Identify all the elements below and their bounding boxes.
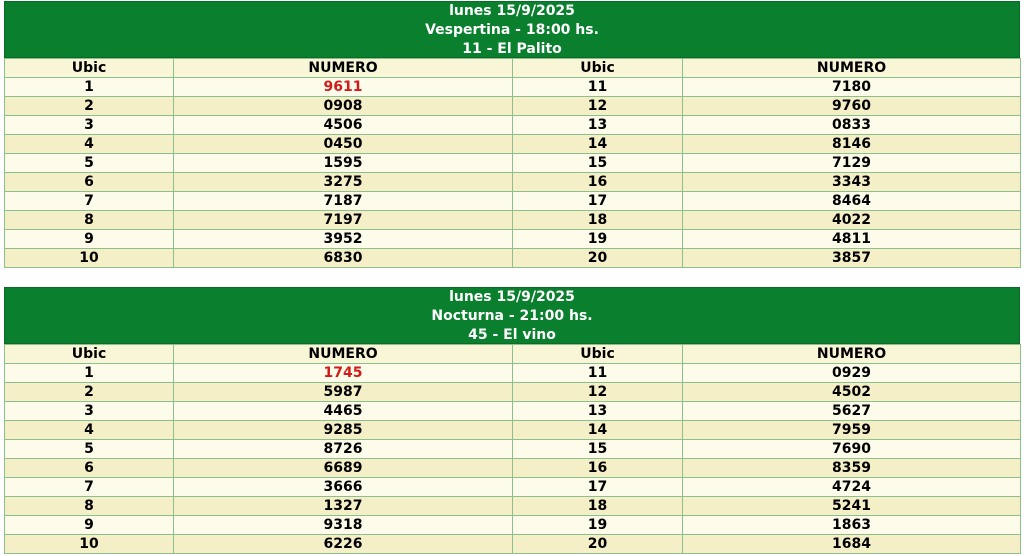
numero-cell: 1684 <box>683 535 1021 554</box>
ubic-cell: 2 <box>5 383 174 402</box>
numero-cell: 5987 <box>174 383 513 402</box>
ubic-cell: 8 <box>5 211 174 230</box>
table-row <box>5 154 1021 173</box>
ubic-cell: 1 <box>5 78 174 97</box>
ubic-cell: 14 <box>513 421 683 440</box>
ubic-cell: 8 <box>5 497 174 516</box>
table-row <box>5 402 1021 421</box>
numero-cell: 3952 <box>174 230 513 249</box>
results-table <box>4 58 1021 268</box>
ubic-cell: 2 <box>5 97 174 116</box>
draw-header <box>4 1 1020 58</box>
draw-panel-nocturna <box>4 287 1020 554</box>
col-header-ubic: Ubic <box>513 345 683 364</box>
numero-cell: 9760 <box>683 97 1021 116</box>
numero-cell: 7690 <box>683 440 1021 459</box>
col-header-numero: NUMERO <box>683 59 1021 78</box>
table-row <box>5 516 1021 535</box>
numero-cell: 3666 <box>174 478 513 497</box>
ubic-cell: 20 <box>513 249 683 268</box>
table-row <box>5 249 1021 268</box>
col-header-numero: NUMERO <box>174 345 513 364</box>
ubic-cell: 19 <box>513 516 683 535</box>
numero-cell: 4724 <box>683 478 1021 497</box>
table-row <box>5 211 1021 230</box>
table-row <box>5 459 1021 478</box>
ubic-cell: 10 <box>5 249 174 268</box>
col-header-numero: NUMERO <box>683 345 1021 364</box>
ubic-cell: 16 <box>513 173 683 192</box>
numero-cell: 8726 <box>174 440 513 459</box>
ubic-cell: 18 <box>513 211 683 230</box>
ubic-cell: 15 <box>513 440 683 459</box>
numero-cell: 8359 <box>683 459 1021 478</box>
numero-cell: 6830 <box>174 249 513 268</box>
ubic-cell: 4 <box>5 135 174 154</box>
results-table <box>4 344 1021 554</box>
numero-cell: 8464 <box>683 192 1021 211</box>
numero-cell: 7959 <box>683 421 1021 440</box>
table-row <box>5 478 1021 497</box>
ubic-cell: 17 <box>513 478 683 497</box>
table-row <box>5 97 1021 116</box>
numero-cell: 4811 <box>683 230 1021 249</box>
table-row <box>5 535 1021 554</box>
numero-cell: 1745 <box>174 364 513 383</box>
numero-cell: 6226 <box>174 535 513 554</box>
table-header-row <box>5 345 1021 364</box>
col-header-ubic: Ubic <box>5 59 174 78</box>
draw-header <box>4 287 1020 344</box>
ubic-cell: 3 <box>5 402 174 421</box>
draw-lead: 11 - El Palito <box>462 41 562 57</box>
ubic-cell: 6 <box>5 459 174 478</box>
ubic-cell: 3 <box>5 116 174 135</box>
draw-panel-vespertina <box>4 1 1020 268</box>
table-row <box>5 78 1021 97</box>
ubic-cell: 12 <box>513 97 683 116</box>
ubic-cell: 14 <box>513 135 683 154</box>
table-header-row <box>5 59 1021 78</box>
numero-cell: 4502 <box>683 383 1021 402</box>
numero-cell: 7129 <box>683 154 1021 173</box>
ubic-cell: 11 <box>513 78 683 97</box>
ubic-cell: 18 <box>513 497 683 516</box>
ubic-cell: 4 <box>5 421 174 440</box>
col-header-ubic: Ubic <box>513 59 683 78</box>
ubic-cell: 20 <box>513 535 683 554</box>
numero-cell: 5627 <box>683 402 1021 421</box>
numero-cell: 0929 <box>683 364 1021 383</box>
table-row <box>5 421 1021 440</box>
ubic-cell: 11 <box>513 364 683 383</box>
numero-cell: 6689 <box>174 459 513 478</box>
ubic-cell: 9 <box>5 516 174 535</box>
numero-cell: 9285 <box>174 421 513 440</box>
draw-session: Vespertina - 18:00 hs. <box>425 22 599 38</box>
numero-cell: 3343 <box>683 173 1021 192</box>
numero-cell: 1863 <box>683 516 1021 535</box>
ubic-cell: 7 <box>5 478 174 497</box>
col-header-ubic: Ubic <box>5 345 174 364</box>
numero-cell: 7197 <box>174 211 513 230</box>
table-row <box>5 383 1021 402</box>
numero-cell: 1327 <box>174 497 513 516</box>
numero-cell: 3857 <box>683 249 1021 268</box>
table-row <box>5 192 1021 211</box>
numero-cell: 0450 <box>174 135 513 154</box>
numero-cell: 1595 <box>174 154 513 173</box>
numero-cell: 3275 <box>174 173 513 192</box>
draw-date: lunes 15/9/2025 <box>449 3 575 19</box>
numero-cell: 9318 <box>174 516 513 535</box>
numero-cell: 7187 <box>174 192 513 211</box>
ubic-cell: 13 <box>513 402 683 421</box>
table-row <box>5 173 1021 192</box>
numero-cell: 5241 <box>683 497 1021 516</box>
numero-cell: 4022 <box>683 211 1021 230</box>
ubic-cell: 1 <box>5 364 174 383</box>
draw-lead: 45 - El vino <box>468 327 556 343</box>
numero-cell: 8146 <box>683 135 1021 154</box>
table-row <box>5 440 1021 459</box>
ubic-cell: 19 <box>513 230 683 249</box>
ubic-cell: 5 <box>5 440 174 459</box>
ubic-cell: 9 <box>5 230 174 249</box>
numero-cell: 7180 <box>683 78 1021 97</box>
numero-cell: 4506 <box>174 116 513 135</box>
ubic-cell: 13 <box>513 116 683 135</box>
ubic-cell: 10 <box>5 535 174 554</box>
results-body <box>5 364 1021 554</box>
table-row <box>5 135 1021 154</box>
table-row <box>5 230 1021 249</box>
table-row <box>5 364 1021 383</box>
ubic-cell: 5 <box>5 154 174 173</box>
col-header-numero: NUMERO <box>174 59 513 78</box>
results-body <box>5 78 1021 268</box>
draw-session: Nocturna - 21:00 hs. <box>431 308 593 324</box>
ubic-cell: 16 <box>513 459 683 478</box>
numero-cell: 0833 <box>683 116 1021 135</box>
ubic-cell: 6 <box>5 173 174 192</box>
ubic-cell: 17 <box>513 192 683 211</box>
numero-cell: 0908 <box>174 97 513 116</box>
numero-cell: 9611 <box>174 78 513 97</box>
ubic-cell: 15 <box>513 154 683 173</box>
ubic-cell: 12 <box>513 383 683 402</box>
ubic-cell: 7 <box>5 192 174 211</box>
numero-cell: 4465 <box>174 402 513 421</box>
draw-date: lunes 15/9/2025 <box>449 289 575 305</box>
table-row <box>5 497 1021 516</box>
table-row <box>5 116 1021 135</box>
